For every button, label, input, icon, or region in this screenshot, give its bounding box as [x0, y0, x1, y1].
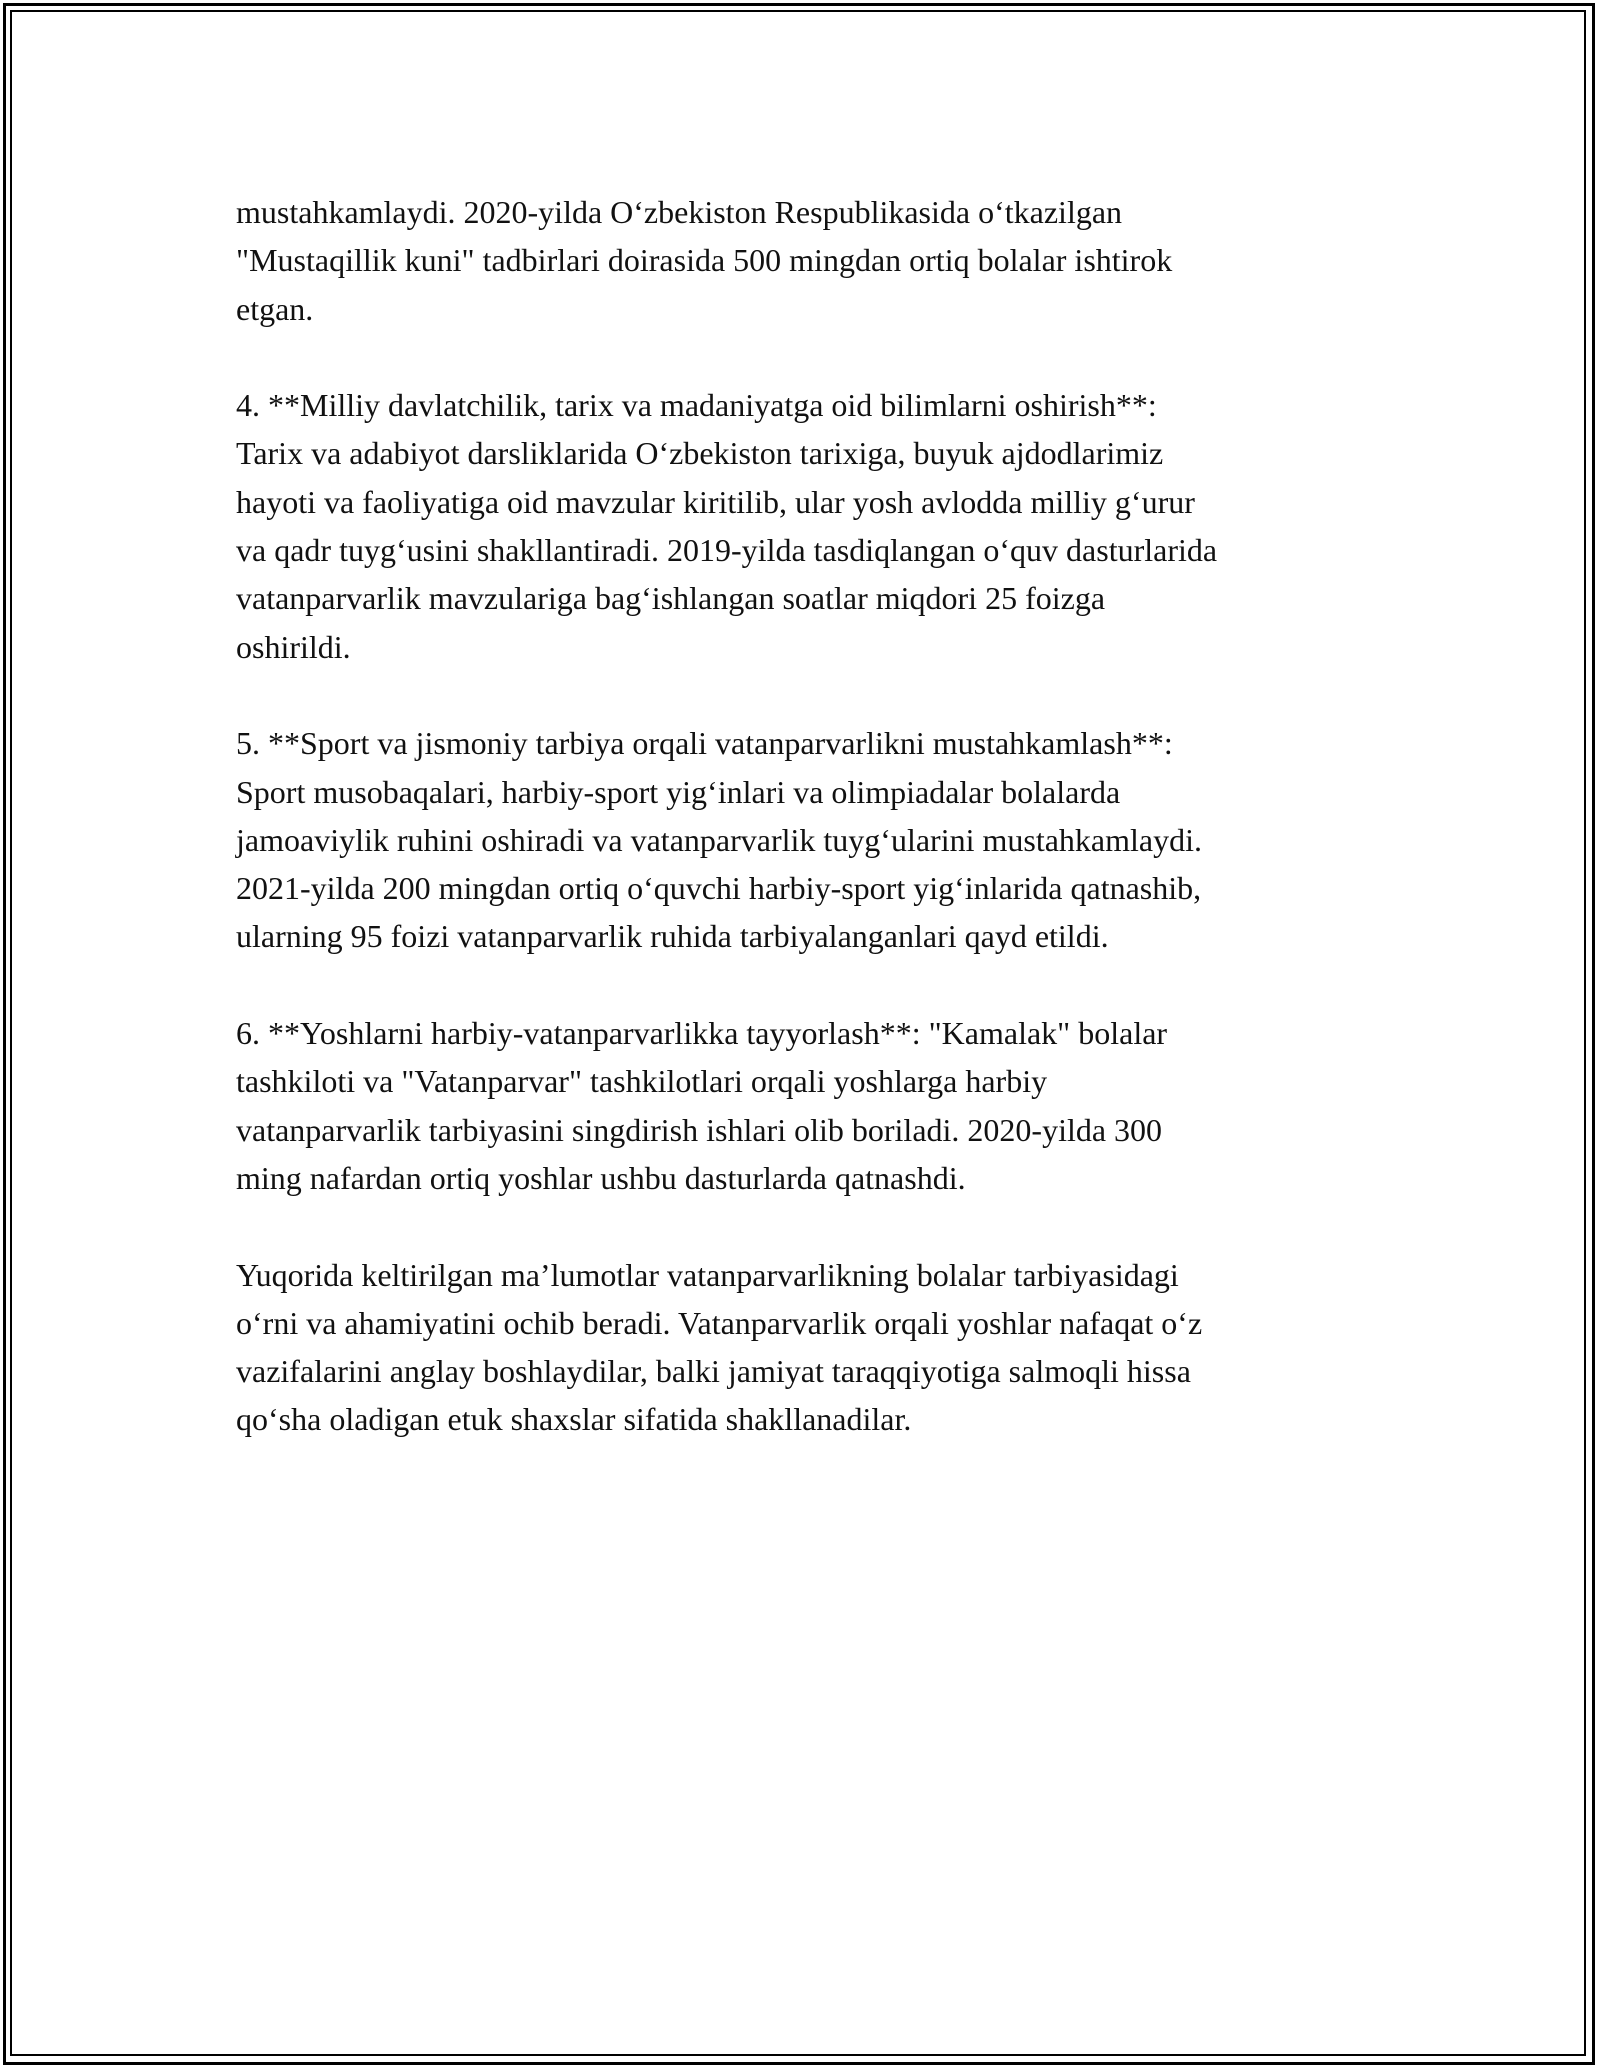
document-body: [236, 188, 1386, 1492]
paragraph-item-4: 4. **Milliy davlatchilik, tarix va madaniyatga oid bilimlarni oshirish**: Tarix va adabiyot darsliklarida O‘zbekiston tarixiga, buyuk ajdodlarimiz hayoti va faoliyatiga oid mavzular kiritilib, ular yosh avlodda milliy g‘urur va qadr tuyg‘usini shakllantiradi. 2019-yilda tasdiqlangan o‘quv dasturlarida vatanparvarlik mavzulariga bag‘ishlangan soatlar miqdori 25 foizga oshirildi.: [236, 387, 1218, 665]
paragraph-item-5: 5. **Sport va jismoniy tarbiya orqali vatanparvarlikni mustahkamlash**: Sport musobaqalari, harbiy-sport yig‘inlari va olimpiadalar bolalarda jamoaviylik ruhini oshiradi va vatanparvarlik tuyg‘ularini mustahkamlaydi. 2021-yilda 200 mingdan ortiq o‘quvchi harbiy-sport yig‘inlarida qatnashib, ularning 95 foizi vatanparvarlik ruhida tarbiyalanganlari qayd etildi.: [236, 725, 1202, 955]
paragraph-continuation: mustahkamlaydi. 2020-yilda O‘zbekiston Respublikasida o‘tkazilgan "Mustaqillik kuni" tadbirlari doirasida 500 mingdan ortiq bolalar ishtirok etgan.: [236, 194, 1173, 327]
paragraph-conclusion: Yuqorida keltirilgan ma’lumotlar vatanparvarlikning bolalar tarbiyasidagi o‘rni va ahamiyatini ochib beradi. Vatanparvarlik orqali yoshlar nafaqat o‘z vazifalarini anglay boshlaydilar, balki jamiyat taraqqiyotiga salmoqli hissa qo‘sha oladigan etuk shaxslar sifatida shakllanadilar.: [236, 1256, 1203, 1438]
paragraph-item-6: 6. **Yoshlarni harbiy-vatanparvarlikka tayyorlash**: "Kamalak" bolalar tashkiloti va "Vatanparvar" tashkilotlari orqali yoshlarga harbiy vatanparvarlik tarbiyasini singdirish ishlari olib boriladi. 2020-yilda 300 ming nafardan ortiq yoshlar ushbu dasturlarda qatnashdi.: [236, 1015, 1168, 1196]
